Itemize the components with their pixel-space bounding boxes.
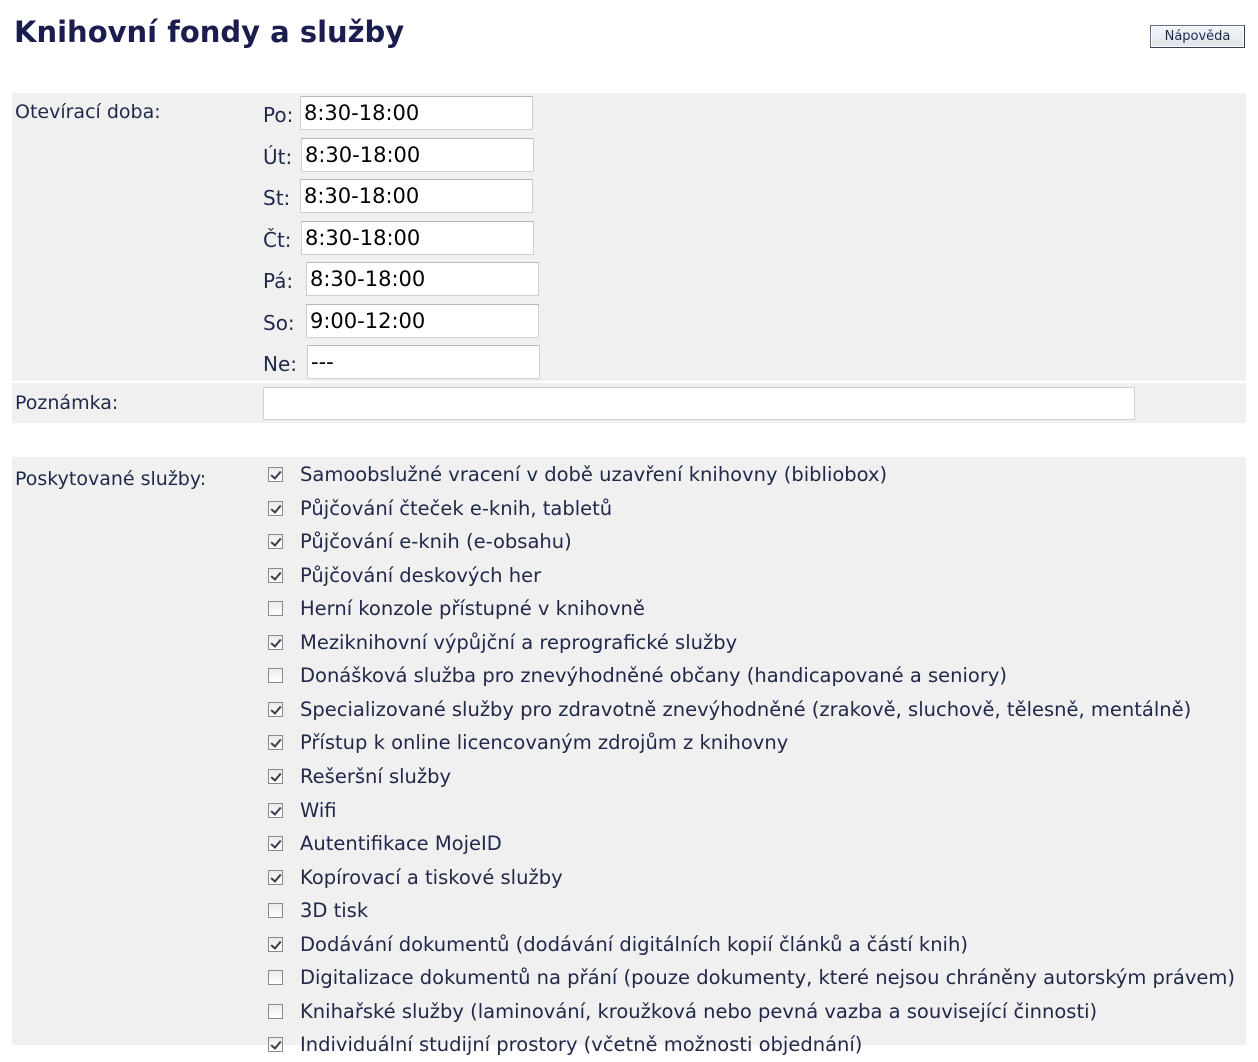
service-item[interactable] — [262, 727, 1246, 760]
hours-input-ct[interactable] — [301, 221, 534, 255]
service-checkbox[interactable] — [268, 601, 283, 616]
service-checkbox[interactable] — [268, 1004, 283, 1019]
service-item[interactable] — [262, 795, 1246, 828]
service-item[interactable] — [262, 996, 1246, 1029]
hours-input-st[interactable] — [300, 179, 533, 213]
service-label: Samoobslužné vracení v době uzavření knihovny (bibliobox) — [300, 463, 888, 486]
note-input[interactable] — [263, 387, 1135, 420]
service-item[interactable] — [262, 1029, 1246, 1062]
service-checkbox[interactable] — [268, 870, 283, 885]
service-item[interactable] — [262, 895, 1246, 928]
service-label: Půjčování čteček e-knih, tabletů — [300, 496, 613, 520]
help-button[interactable]: Nápověda — [1150, 25, 1245, 48]
note-section — [12, 383, 1246, 423]
service-label: Autentifikace MojeID — [300, 832, 502, 856]
services-section — [12, 457, 1246, 1057]
service-checkbox[interactable] — [268, 769, 283, 784]
service-checkbox[interactable] — [268, 534, 283, 549]
service-label: Půjčování deskových her — [300, 563, 542, 587]
service-item[interactable] — [262, 929, 1246, 962]
service-label: Specializované služby pro zdravotně znevýhodněné (zrakově, sluchově, tělesně, mentálně) — [300, 697, 1192, 721]
services-label: Poskytované služby: — [15, 468, 207, 490]
service-item[interactable] — [262, 459, 1246, 492]
service-label: Přístup k online licencovaným zdrojům z knihovny — [300, 731, 789, 755]
opening-hours-label: Otevírací doba: — [15, 101, 161, 123]
day-label: Ne: — [263, 352, 298, 376]
service-item[interactable] — [262, 694, 1246, 727]
service-label: Půjčování e-knih (e-obsahu) — [300, 530, 572, 554]
service-label: Wifi — [300, 798, 337, 822]
service-item[interactable] — [262, 761, 1246, 794]
service-item[interactable] — [262, 660, 1246, 693]
service-item[interactable] — [262, 593, 1246, 626]
service-item[interactable] — [262, 526, 1246, 559]
service-label: Dodávání dokumentů (dodávání digitálních kopií článků a částí knih) — [300, 932, 968, 956]
service-item[interactable] — [262, 627, 1246, 660]
service-checkbox[interactable] — [268, 568, 283, 583]
hours-input-ne[interactable] — [307, 345, 540, 379]
service-label: Rešeršní služby — [300, 764, 452, 788]
hours-input-ut[interactable] — [301, 138, 534, 172]
service-checkbox[interactable] — [268, 668, 283, 683]
service-item[interactable] — [262, 862, 1246, 895]
hours-input-po[interactable] — [300, 96, 533, 130]
service-checkbox[interactable] — [268, 903, 283, 918]
service-label: 3D tisk — [300, 899, 369, 923]
service-checkbox[interactable] — [268, 467, 283, 482]
note-label: Poznámka: — [15, 392, 119, 414]
service-checkbox[interactable] — [268, 635, 283, 650]
day-label: St: — [263, 186, 291, 210]
service-checkbox[interactable] — [268, 702, 283, 717]
service-checkbox[interactable] — [268, 501, 283, 516]
service-checkbox[interactable] — [268, 735, 283, 750]
day-label: Pá: — [263, 269, 294, 293]
service-item[interactable] — [262, 560, 1246, 593]
day-label: Po: — [263, 103, 294, 127]
service-label: Individuální studijní prostory (včetně možnosti objednání) — [300, 1033, 863, 1057]
service-checkbox[interactable] — [268, 970, 283, 985]
day-label: Út: — [263, 145, 293, 169]
service-label: Digitalizace dokumentů na přání (pouze dokumenty, které nejsou chráněny autorským právem) — [300, 966, 1236, 990]
day-label: So: — [263, 311, 295, 335]
service-item[interactable] — [262, 493, 1246, 526]
service-label: Meziknihovní výpůjční a reprografické služby — [300, 630, 738, 654]
page-title: Knihovní fondy a služby — [14, 15, 405, 49]
hours-input-pa[interactable] — [306, 262, 539, 296]
service-label: Donášková služba pro znevýhodněné občany (handicapované a seniory) — [300, 664, 1008, 688]
day-label: Čt: — [263, 228, 292, 252]
service-item[interactable] — [262, 828, 1246, 861]
service-checkbox[interactable] — [268, 803, 283, 818]
service-label: Herní konzole přístupné v knihovně — [300, 597, 645, 621]
service-item[interactable] — [262, 962, 1246, 995]
service-checkbox[interactable] — [268, 836, 283, 851]
service-label: Kopírovací a tiskové služby — [300, 865, 563, 889]
hours-input-so[interactable] — [306, 304, 539, 338]
opening-hours-section — [12, 93, 1246, 381]
service-checkbox[interactable] — [268, 937, 283, 952]
service-label: Knihařské služby (laminování, kroužková nebo pevná vazba a související činnosti) — [300, 999, 1098, 1023]
